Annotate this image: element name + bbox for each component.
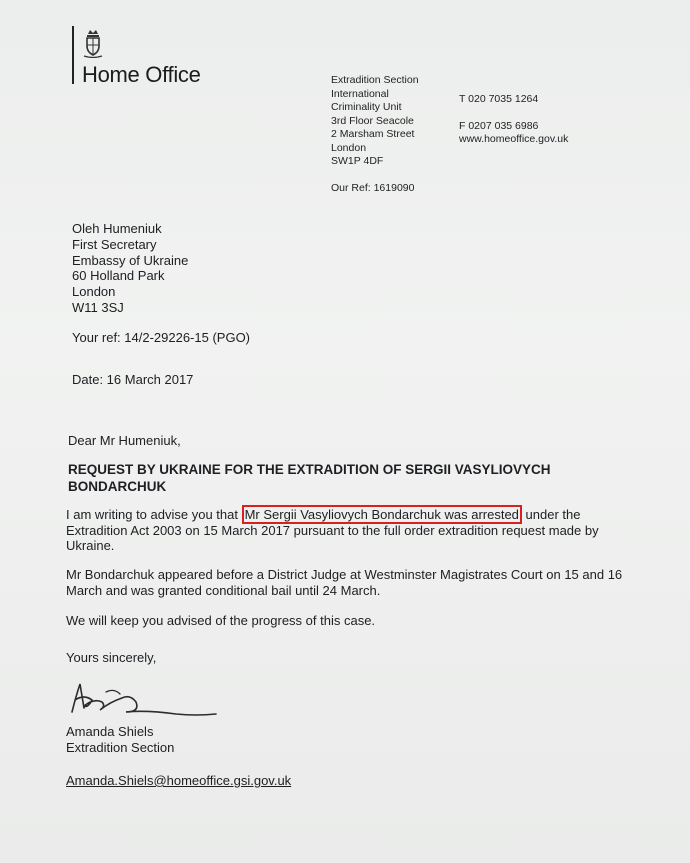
salutation: Dear Mr Humeniuk, xyxy=(68,433,181,448)
telephone: T 020 7035 1264 xyxy=(459,93,539,105)
sender-line: International xyxy=(331,87,389,100)
body-paragraph-3: We will keep you advised of the progress of this case. xyxy=(66,613,376,628)
paragraph-text: I am writing to advise you that xyxy=(66,507,242,522)
signatory-name: Amanda Shiels xyxy=(66,724,154,739)
sender-line: SW1P 4DF xyxy=(331,155,384,167)
signatory-block xyxy=(66,724,174,756)
recipient-line: Embassy of Ukraine xyxy=(72,252,189,268)
logo-rule xyxy=(72,26,74,84)
contact-details xyxy=(459,93,568,146)
website-link[interactable]: www.homeoffice.gov.uk xyxy=(459,133,569,145)
signatory-section: Extradition Section xyxy=(66,740,175,755)
sender-line: Extradition Section xyxy=(331,74,419,86)
paragraph-text: under the Extradition Act 2003 on 15 March 2017 pursuant to the full order extradition request made by Ukraine. xyxy=(66,507,599,553)
subject-line: REQUEST BY UKRAINE FOR THE EXTRADITION OF SERGII VASYLIOVYCH BONDARCHUK xyxy=(68,462,551,494)
recipient-line: 60 Holland Park xyxy=(72,268,165,284)
letter-date: Date: 16 March 2017 xyxy=(72,372,194,387)
recipient-line: London xyxy=(72,284,116,300)
highlighted-arrest-text: Mr Sergii Vasyliovych Bondarchuk was arrested xyxy=(242,505,522,524)
body-paragraph-1 xyxy=(66,507,626,554)
department-name: Home Office xyxy=(82,62,201,87)
closing: Yours sincerely, xyxy=(66,650,157,665)
recipient-line: Oleh Humeniuk xyxy=(72,221,162,236)
recipient-line: W11 3SJ xyxy=(72,299,124,315)
your-reference: Your ref: 14/2-29226-15 (PGO) xyxy=(72,330,251,345)
fax: F 0207 035 6986 xyxy=(459,120,539,132)
our-reference: Our Ref: 1619090 xyxy=(331,182,415,194)
recipient-line: First Secretary xyxy=(72,236,157,252)
handwritten-signature xyxy=(66,676,226,720)
recipient-address xyxy=(72,221,188,316)
sender-line: 2 Marsham Street xyxy=(331,128,415,140)
sender-line: London xyxy=(331,141,367,154)
email-link[interactable]: Amanda.Shiels@homeoffice.gsi.gov.uk xyxy=(66,773,292,788)
sender-line: 3rd Floor Seacole xyxy=(331,114,414,127)
sender-address xyxy=(331,74,419,169)
body-paragraph-2: Mr Bondarchuk appeared before a District Judge at Westminster Magistrates Court on 15 and 16 March and was granted conditional bail until 24 March. xyxy=(66,567,623,598)
royal-crest-icon xyxy=(82,28,104,58)
sender-line: Criminality Unit xyxy=(331,101,402,113)
